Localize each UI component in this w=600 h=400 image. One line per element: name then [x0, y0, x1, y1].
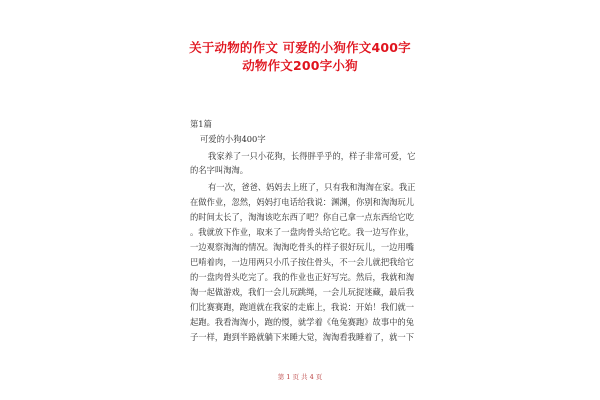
paragraph-line: 巴啃着肉，一边用两只小爪子按住骨头，不一会儿就把我给它 [190, 257, 415, 267]
paragraph-line: 的名字叫淘淘。 [190, 165, 249, 175]
paragraph-line: 。我就放下作业，取来了一盘肉骨头给它吃。我一边写作业， [190, 227, 415, 237]
paragraph-line: 有一次，爸爸、妈妈去上班了，只有我和淘淘在家。我正 [208, 182, 416, 192]
paragraph-line: 一边观察淘淘的情况。淘淘吃骨头的样子很好玩儿，一边用嘴 [190, 242, 415, 252]
page-footer: 第 1 页 共 4 页 [277, 373, 323, 381]
section-label: 第1篇 [190, 119, 212, 129]
paragraph-line: 我家养了一只小花狗，长得胖乎乎的，样子非常可爱，它 [208, 151, 416, 161]
document-title-line-2: 动物作文200字小狗 [242, 58, 358, 73]
paragraph-line: 淘一起做游戏，我们一会儿玩跳绳，一会儿玩捉迷藏，最后我 [190, 287, 415, 297]
paragraph-line: 们比赛赛跑，跑道就在我家的走廊上，我说：开始！我们就一 [190, 302, 415, 312]
paragraph-line: 在做作业，忽然，妈妈打电话给我说：渊渊，你别和淘淘玩儿 [190, 197, 415, 207]
paragraph-line: 的时间太长了，淘淘该吃东西了吧？你自己拿一点东西给它吃 [190, 212, 415, 222]
paragraph-line: 起跑。我看淘淘小，跑的慢，就学着《龟兔赛跑》故事中的兔 [190, 317, 415, 327]
document-title-line-1: 关于动物的作文 可爱的小狗作文400字 [189, 40, 411, 55]
essay-title: 可爱的小狗400字 [200, 134, 266, 144]
paragraph-line: 的一盘肉骨头吃完了。我的作业也正好写完。然后，我就和淘 [190, 272, 415, 282]
paragraph-line: 子一样，跑到半路就躺下来睡大觉，淘淘看我睡着了，就一下 [190, 332, 415, 342]
